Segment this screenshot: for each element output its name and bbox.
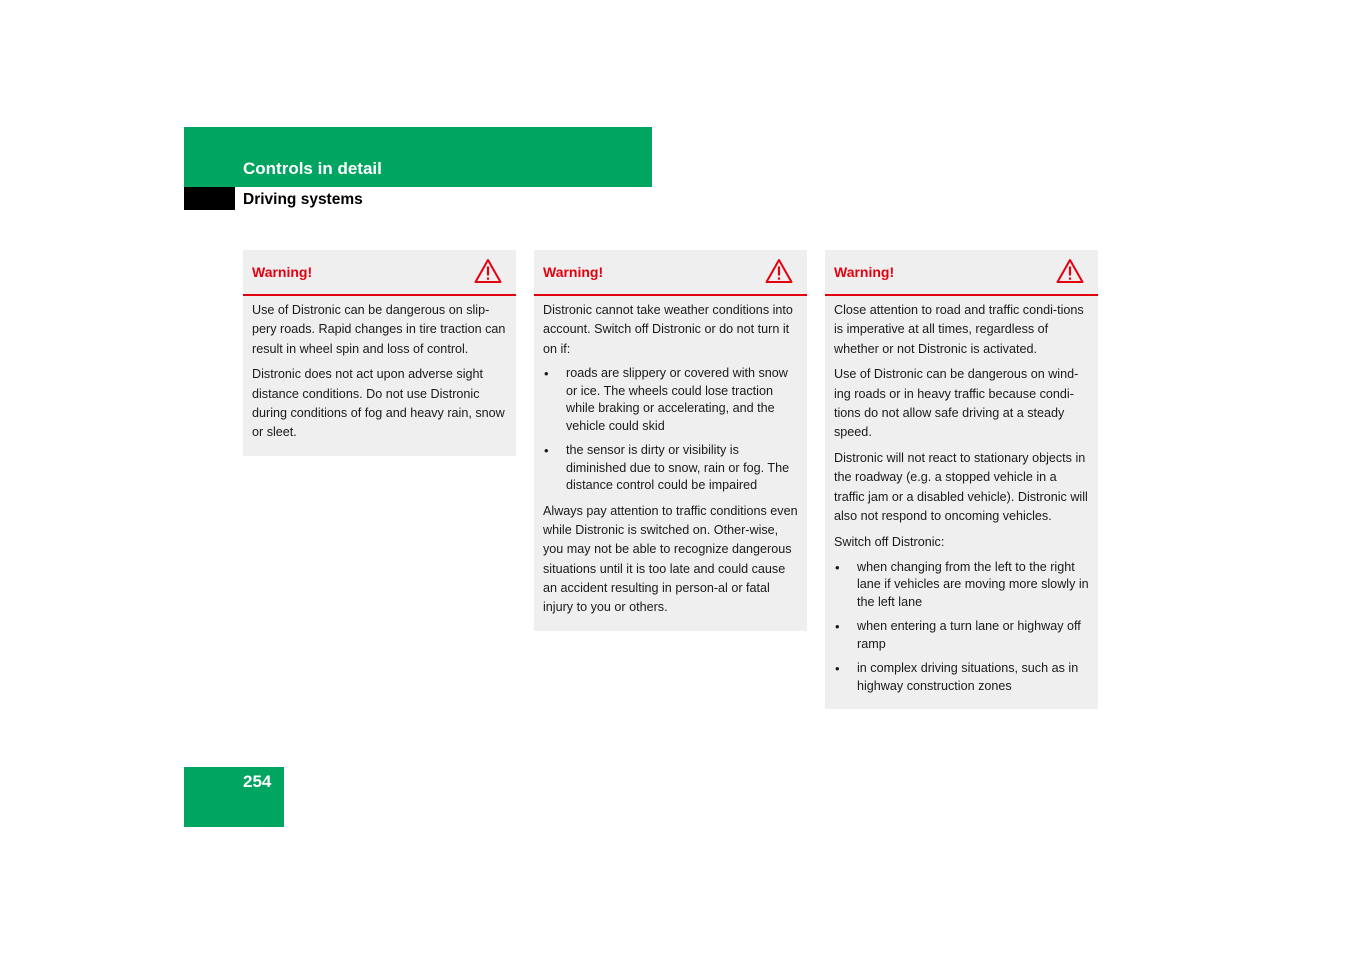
warning-paragraph: Use of Distronic can be dangerous on slip-pery roads. Rapid changes in tire traction can result in wheel spin and loss of control.: [252, 303, 506, 356]
warning-triangle-icon: [474, 258, 502, 284]
warning-paragraph: Always pay attention to traffic conditions even while Distronic is switched on. Other-wise, you may not be able to recognize dangerous situations until it is too late and could cause an accident resulting in person-al or fatal injury to you or others.: [543, 503, 798, 615]
warning-paragraph: Distronic does not act upon adverse sight distance conditions. Do not use Distronic during conditions of fog and heavy rain, snow or sleet.: [252, 367, 505, 440]
list-item: • when entering a turn lane or highway off ramp: [834, 618, 1089, 653]
warning-box-3: [825, 250, 1098, 709]
warning-triangle-icon: [1056, 258, 1084, 284]
page-number: 254: [243, 772, 272, 791]
warning-header: [243, 250, 516, 296]
warning-header: [825, 250, 1098, 296]
warning-paragraph: Close attention to road and traffic condi-tions is imperative at all times, regardless of whether or not Distronic is activated.: [834, 303, 1084, 356]
warning-paragraph: Use of Distronic can be dangerous on wind-ing roads or in heavy traffic because condi-tions do not allow safe driving at a steady speed.: [834, 367, 1079, 440]
warning-paragraph: Distronic cannot take weather conditions into account. Switch off Distronic or do not turn it on if:: [543, 303, 793, 356]
section-title: Controls in detail: [243, 159, 382, 178]
warning-paragraph: Distronic will not react to stationary objects in the roadway (e.g. a stopped vehicle in a traffic jam or a disabled vehicle). Distronic will also not respond to oncoming vehicles.: [834, 451, 1088, 523]
warning-title: Warning!: [543, 264, 604, 280]
warning-body: [534, 296, 807, 631]
warning-bullet-list: [543, 365, 798, 495]
warning-header: [534, 250, 807, 296]
warning-title: Warning!: [834, 264, 895, 280]
list-item: • when changing from the left to the right lane if vehicles are moving more slowly in the left lane: [834, 559, 1089, 612]
warning-paragraph: Switch off Distronic:: [834, 534, 945, 549]
subsection-title: Driving systems: [243, 191, 363, 208]
warning-box-1: [243, 250, 516, 456]
warning-bullet-list: [834, 559, 1089, 696]
warning-body: [243, 296, 516, 456]
subsection-marker: [184, 187, 235, 210]
warning-title: Warning!: [252, 264, 313, 280]
list-item: • roads are slippery or covered with snow or ice. The wheels could lose traction while braking or accelerating, and the vehicle could skid: [543, 365, 798, 435]
list-item: • the sensor is dirty or visibility is diminished due to snow, rain or fog. The distance control could be impaired: [543, 442, 798, 495]
warning-triangle-icon: [765, 258, 793, 284]
warning-body: [825, 296, 1098, 709]
list-item: • in complex driving situations, such as in highway construction zones: [834, 660, 1089, 695]
warning-box-2: [534, 250, 807, 631]
